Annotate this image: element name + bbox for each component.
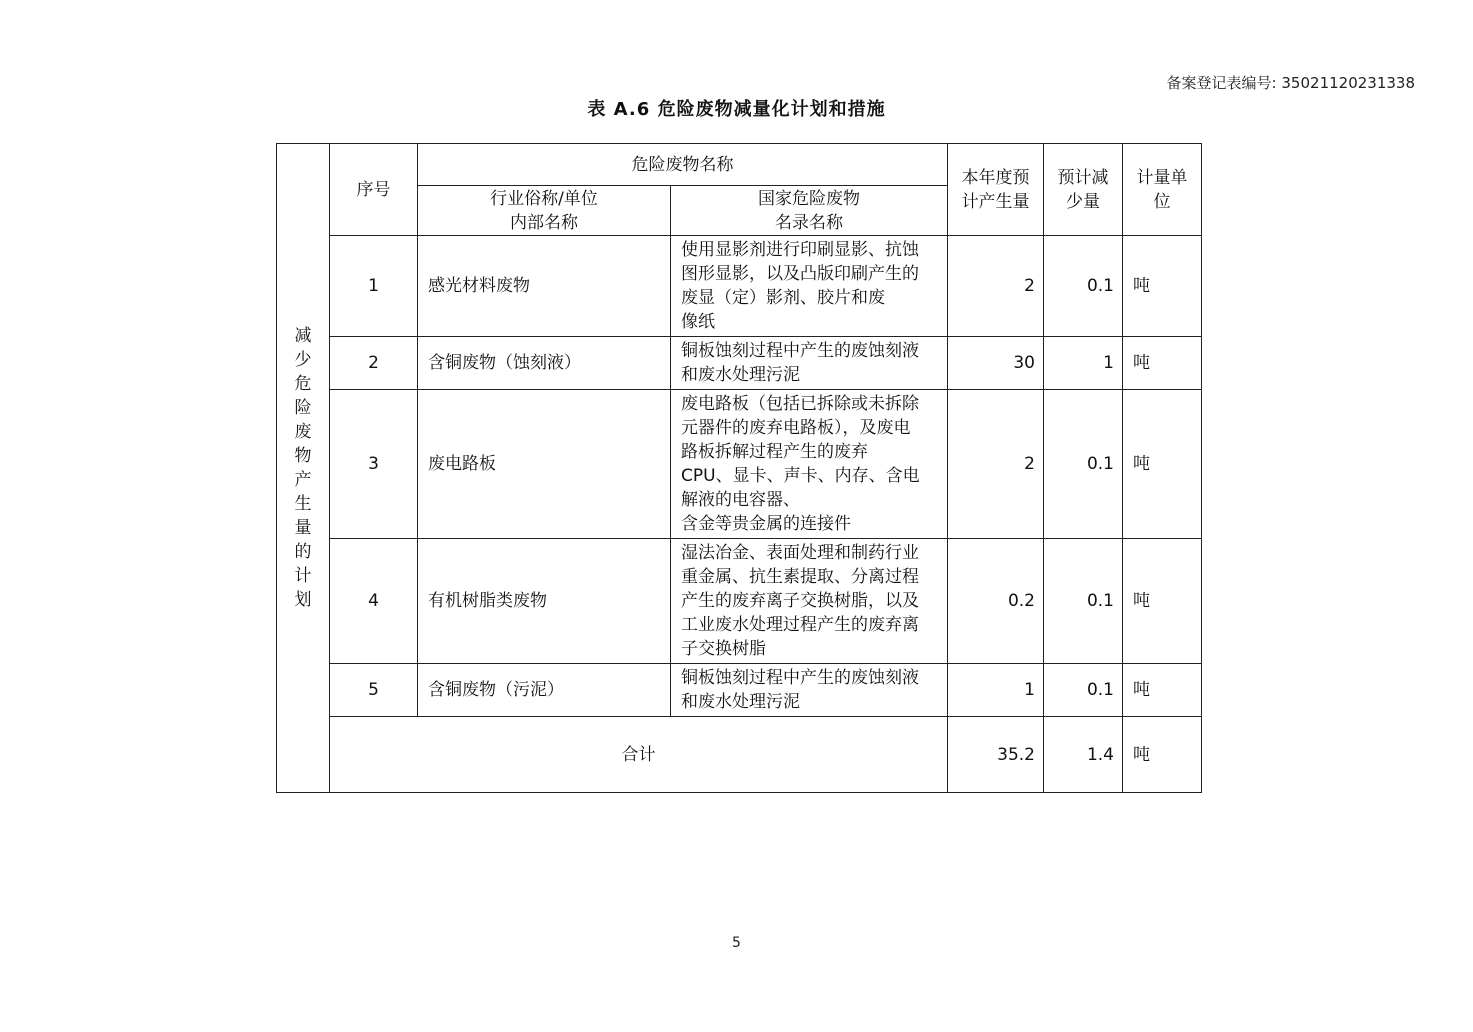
registration-number bbox=[1167, 72, 1415, 93]
row-industry-name: 含铜废物（污泥） bbox=[418, 664, 671, 717]
side-label: 减 少 危 险 废 物 产 生 量 的 计 划 bbox=[277, 144, 330, 793]
header-seq: 序号 bbox=[330, 144, 418, 236]
row-seq: 3 bbox=[330, 390, 418, 539]
header-annual-output: 本年度预计产生量 bbox=[948, 144, 1044, 236]
row-seq: 2 bbox=[330, 337, 418, 390]
row-seq: 1 bbox=[330, 236, 418, 337]
row-reduction: 0.1 bbox=[1044, 236, 1123, 337]
total-row bbox=[277, 717, 1202, 793]
row-annual-output: 2 bbox=[948, 390, 1044, 539]
registration-value: 35021120231338 bbox=[1281, 74, 1415, 92]
row-national-name: 使用显影剂进行印刷显影、抗蚀 图形显影，以及凸版印刷产生的 废显（定）影剂、胶片和废 像纸 bbox=[671, 236, 948, 337]
header-unit: 计量单位 bbox=[1123, 144, 1202, 236]
total-annual-output: 35.2 bbox=[948, 717, 1044, 793]
row-industry-name: 感光材料废物 bbox=[418, 236, 671, 337]
table-row bbox=[277, 236, 1202, 337]
header-national-name: 国家危险废物 名录名称 bbox=[671, 186, 948, 236]
row-unit: 吨 bbox=[1123, 664, 1202, 717]
row-national-name: 废电路板（包括已拆除或未拆除 元器件的废弃电路板），及废电 路板拆解过程产生的废弃 CPU、显卡、声卡、内存、含电 解液的电容器、 含金等贵金属的连接件 bbox=[671, 390, 948, 539]
row-reduction: 0.1 bbox=[1044, 390, 1123, 539]
row-reduction: 1 bbox=[1044, 337, 1123, 390]
table-row bbox=[277, 390, 1202, 539]
row-reduction: 0.1 bbox=[1044, 539, 1123, 664]
registration-label: 备案登记表编号: bbox=[1166, 74, 1277, 92]
header-expected-reduction: 预计减少量 bbox=[1044, 144, 1123, 236]
hazardous-waste-reduction-table bbox=[276, 143, 1202, 793]
row-industry-name: 废电路板 bbox=[418, 390, 671, 539]
total-reduction: 1.4 bbox=[1044, 717, 1123, 793]
row-annual-output: 2 bbox=[948, 236, 1044, 337]
row-national-name: 铜板蚀刻过程中产生的废蚀刻液 和废水处理污泥 bbox=[671, 337, 948, 390]
table-row bbox=[277, 539, 1202, 664]
header-industry-name: 行业俗称/单位 内部名称 bbox=[418, 186, 671, 236]
row-industry-name: 含铜废物（蚀刻液） bbox=[418, 337, 671, 390]
row-unit: 吨 bbox=[1123, 337, 1202, 390]
total-label: 合计 bbox=[330, 717, 948, 793]
row-annual-output: 30 bbox=[948, 337, 1044, 390]
row-unit: 吨 bbox=[1123, 236, 1202, 337]
table-row bbox=[277, 337, 1202, 390]
row-seq: 5 bbox=[330, 664, 418, 717]
total-unit: 吨 bbox=[1123, 717, 1202, 793]
row-national-name: 湿法冶金、表面处理和制药行业 重金属、抗生素提取、分离过程 产生的废弃离子交换树脂，以及 工业废水处理过程产生的废弃离 子交换树脂 bbox=[671, 539, 948, 664]
table-title: 表 A.6 危险废物减量化计划和措施 bbox=[587, 99, 886, 120]
row-reduction: 0.1 bbox=[1044, 664, 1123, 717]
row-seq: 4 bbox=[330, 539, 418, 664]
row-annual-output: 1 bbox=[948, 664, 1044, 717]
page-number: 5 bbox=[732, 935, 741, 951]
header-waste-name: 危险废物名称 bbox=[418, 144, 948, 186]
row-unit: 吨 bbox=[1123, 539, 1202, 664]
table-row bbox=[277, 664, 1202, 717]
row-annual-output: 0.2 bbox=[948, 539, 1044, 664]
row-unit: 吨 bbox=[1123, 390, 1202, 539]
row-national-name: 铜板蚀刻过程中产生的废蚀刻液 和废水处理污泥 bbox=[671, 664, 948, 717]
row-industry-name: 有机树脂类废物 bbox=[418, 539, 671, 664]
